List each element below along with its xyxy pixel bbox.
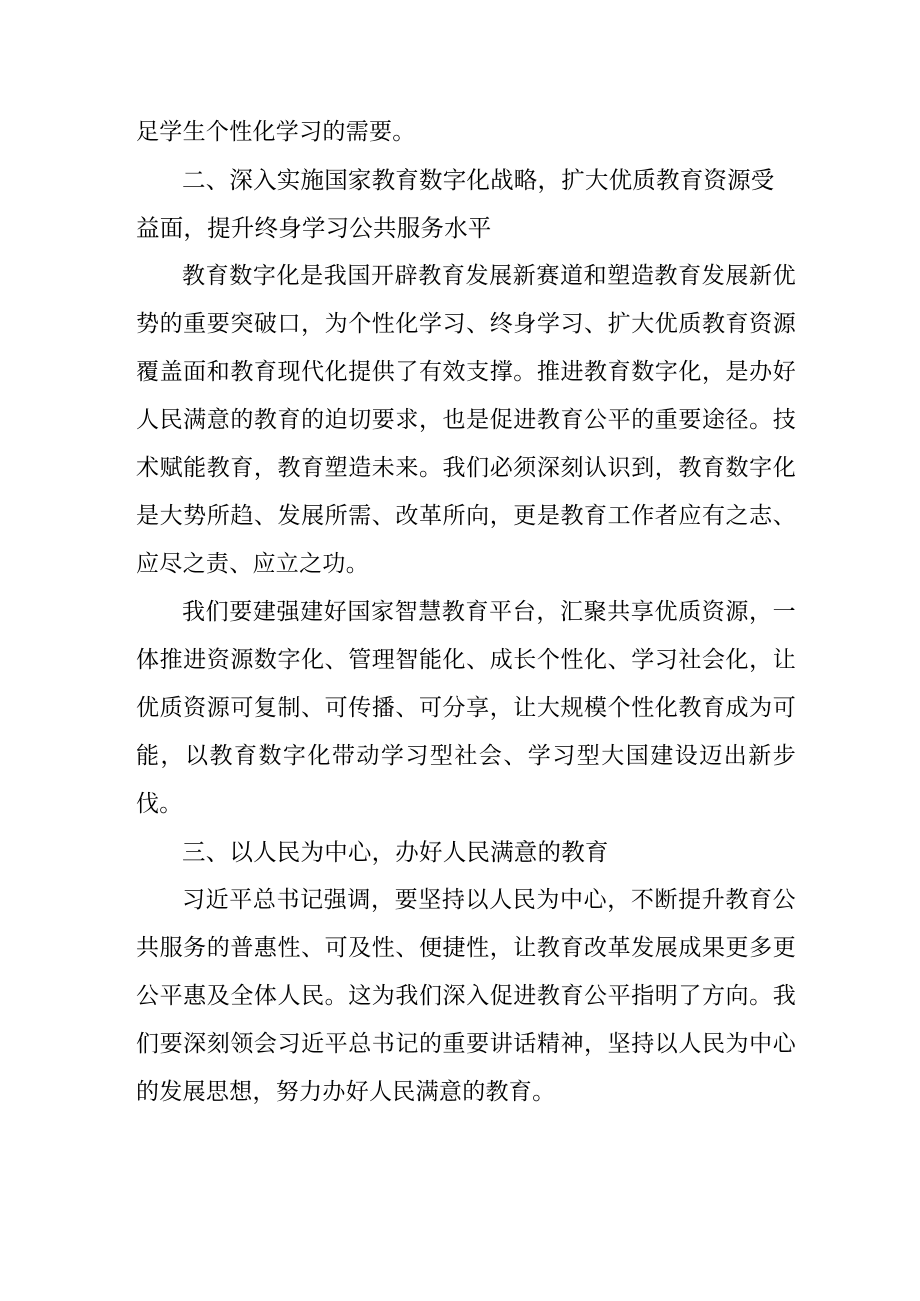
section-heading-three: 三、以人民为中心，办好人民满意的教育 (182, 838, 609, 866)
document-body (136, 108, 796, 1116)
paragraph-continued: 足学生个性化学习的需要。 (136, 119, 416, 145)
paragraph-people-centered: 习近平总书记强调，要坚持以人民为中心，不断提升教育公共服务的普惠性、可及性、便捷性，让教育改革发展成果更多更公平惠及全体人民。这为我们深入促进教育公平指明了方向。我们要深刻领会习近平总书记的重要讲话精神，坚持以人民为中心的发展思想，努力办好人民满意的教育。 (136, 887, 796, 1105)
section-heading-two: 二、深入实施国家教育数字化战略，扩大优质教育资源受益面，提升终身学习公共服务水平 (136, 166, 775, 242)
paragraph-smart-platform: 我们要建强建好国家智慧教育平台，汇聚共享优质资源，一体推进资源数字化、管理智能化、成长个性化、学习社会化，让优质资源可复制、可传播、可分享，让大规模个性化教育成为可能，以教育数字化带动学习型社会、学习型大国建设迈出新步伐。 (136, 599, 796, 817)
paragraph-digitalization: 教育数字化是我国开辟教育发展新赛道和塑造教育发展新优势的重要突破口，为个性化学习、终身学习、扩大优质教育资源覆盖面和教育现代化提供了有效支撑。推进教育数字化，是办好人民满意的教育的迫切要求，也是促进教育公平的重要途径。技术赋能教育，教育塑造未来。我们必须深刻认识到，教育数字化是大势所趋、发展所需、改革所向，更是教育工作者应有之志、应尽之责、应立之功。 (136, 263, 796, 577)
